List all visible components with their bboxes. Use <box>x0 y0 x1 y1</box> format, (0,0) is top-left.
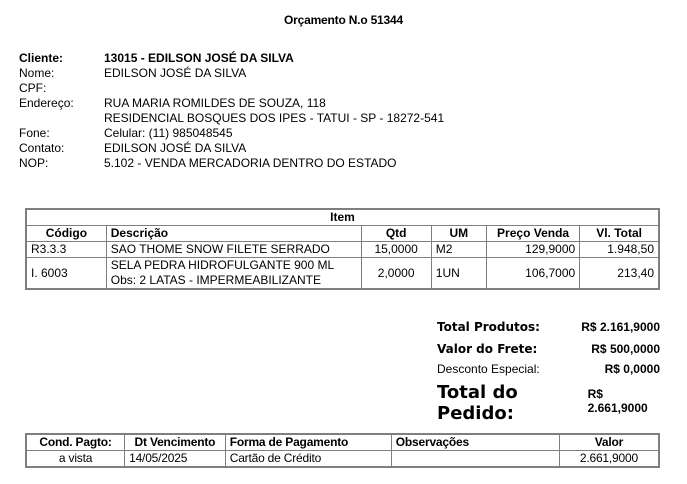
nop-label: NOP: <box>19 156 49 170</box>
cpf-label: CPF: <box>19 81 47 95</box>
cell-preco: 129,9000 <box>486 242 579 258</box>
col-um: UM <box>431 226 486 242</box>
table-row <box>26 451 659 468</box>
frete-row <box>437 342 660 362</box>
payment-header-row <box>26 434 659 451</box>
cell-descricao: SELA PEDRA HIDROFULGANTE 900 ML <box>110 258 335 272</box>
items-header-row <box>26 226 659 242</box>
col-forma-pagamento: Forma de Pagamento <box>225 434 391 451</box>
cell-valor: 2.661,9000 <box>559 451 659 468</box>
col-observacoes: Observações <box>391 434 559 451</box>
total-produtos-row <box>437 320 660 342</box>
client-row <box>19 51 444 66</box>
endereco-label: Endereço: <box>19 96 74 110</box>
col-dt-vencimento: Dt Vencimento <box>125 434 226 451</box>
empty-label <box>19 111 104 126</box>
nome-value: EDILSON JOSÉ DA SILVA <box>104 66 247 80</box>
cell-obs <box>391 451 559 468</box>
col-codigo: Código <box>26 226 106 242</box>
total-pedido-row <box>437 382 660 424</box>
endereco-row-2 <box>19 111 444 126</box>
desconto-value: R$ 0,0000 <box>604 362 660 376</box>
col-descricao: Descrição <box>106 226 361 242</box>
cell-obs: Obs: 2 LATAS - IMPERMEABILIZANTE <box>110 273 322 287</box>
items-group-header-row <box>26 209 659 226</box>
fone-label: Fone: <box>19 126 50 140</box>
contato-label: Contato: <box>19 141 65 155</box>
cell-preco: 106,7000 <box>486 258 579 290</box>
desconto-row <box>437 362 660 382</box>
total-pedido-label: Total do Pedido: <box>437 382 518 424</box>
fone-value: Celular: (11) 985048545 <box>104 126 233 140</box>
table-row <box>26 258 659 290</box>
contato-value: EDILSON JOSÉ DA SILVA <box>104 141 247 155</box>
nop-row <box>19 156 444 171</box>
col-cond-pagto: Cond. Pagto: <box>26 434 125 451</box>
frete-label: Valor do Frete: <box>437 342 538 356</box>
endereco-row <box>19 96 444 111</box>
cell-forma: Cartão de Crédito <box>225 451 391 468</box>
client-info <box>19 51 444 171</box>
item-group-header: Item <box>26 209 659 226</box>
total-produtos-label: Total Produtos: <box>437 320 540 334</box>
table-row <box>26 242 659 258</box>
cell-total: 1.948,50 <box>580 242 659 258</box>
cell-total: 213,40 <box>580 258 659 290</box>
cpf-row <box>19 81 444 96</box>
endereco-line1: RUA MARIA ROMILDES DE SOUZA, 118 <box>104 96 326 110</box>
cell-qtd: 2,0000 <box>361 258 431 290</box>
cell-descricao-multiline <box>106 258 361 290</box>
col-preco-venda: Preço Venda <box>486 226 579 242</box>
cliente-value: 13015 - EDILSON JOSÉ DA SILVA <box>104 51 294 65</box>
fone-row <box>19 126 444 141</box>
col-qtd: Qtd <box>361 226 431 242</box>
cell-descricao: SAO THOME SNOW FILETE SERRADO <box>106 242 361 258</box>
cell-um: 1UN <box>431 258 486 290</box>
total-produtos-value: R$ 2.161,9000 <box>581 320 660 334</box>
cell-codigo: R3.3.3 <box>26 242 106 258</box>
contato-row <box>19 141 444 156</box>
desconto-label: Desconto Especial: <box>437 362 540 376</box>
col-valor: Valor <box>559 434 659 451</box>
total-pedido-value: R$ 2.661,9000 <box>587 387 648 415</box>
cell-vencimento: 14/05/2025 <box>125 451 226 468</box>
frete-value: R$ 500,0000 <box>591 342 660 356</box>
document-title: Orçamento N.o 51344 <box>284 13 403 27</box>
endereco-line2: RESIDENCIAL BOSQUES DOS IPES - TATUI - SP - 18272-541 <box>104 111 445 125</box>
totals-block <box>437 320 660 424</box>
col-vl-total: Vl. Total <box>580 226 659 242</box>
cell-qtd: 15,0000 <box>361 242 431 258</box>
nop-value: 5.102 - VENDA MERCADORIA DENTRO DO ESTADO <box>104 156 397 170</box>
cell-codigo: I. 6003 <box>26 258 106 290</box>
cell-um: M2 <box>431 242 486 258</box>
nome-row <box>19 66 444 81</box>
nome-label: Nome: <box>19 66 55 80</box>
items-table <box>25 208 660 290</box>
payment-table <box>25 433 660 468</box>
cliente-label: Cliente: <box>19 51 64 65</box>
cell-cond: a vista <box>26 451 125 468</box>
